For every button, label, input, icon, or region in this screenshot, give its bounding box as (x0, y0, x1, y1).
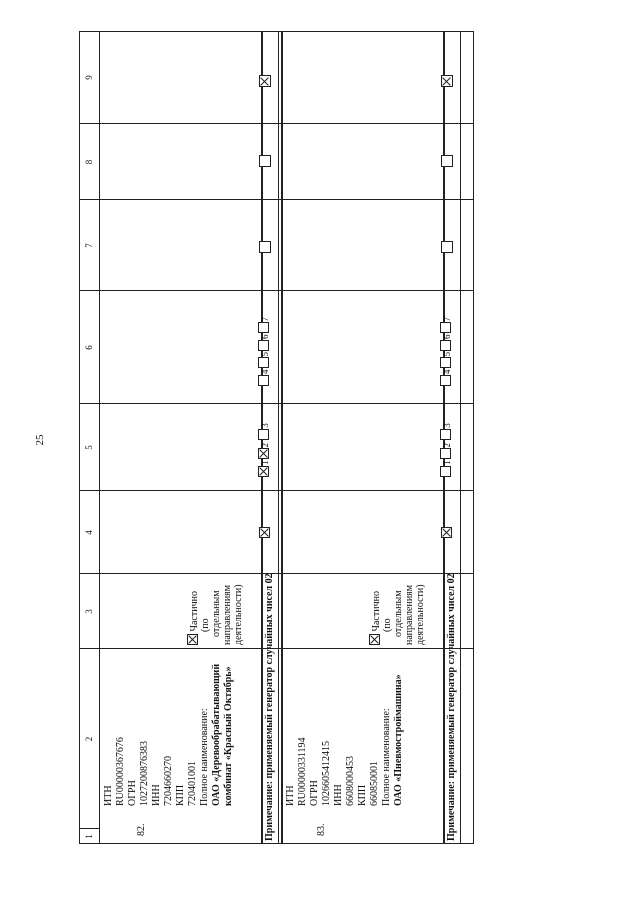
checkbox-icon[interactable] (258, 429, 269, 440)
column-divider (79, 199, 474, 200)
checkbox-label: 2 (442, 443, 452, 448)
row-number: 82. (136, 823, 147, 836)
checkbox-group (258, 316, 271, 386)
checkbox-icon[interactable] (258, 449, 269, 460)
column-number: 6 (84, 345, 94, 350)
checkbox-icon[interactable] (258, 323, 269, 334)
checkbox-icon[interactable] (259, 75, 271, 87)
checkbox-icon[interactable] (440, 466, 451, 477)
checkbox-label: 7 (260, 317, 270, 322)
checkbox-icon[interactable] (440, 323, 451, 334)
header-rule (99, 31, 100, 844)
checkbox-label: 7 (442, 317, 452, 322)
checkbox-group (258, 422, 271, 477)
partial-note: деятельности) (233, 584, 244, 645)
column-number: 8 (84, 159, 94, 165)
partial-note: (по (200, 618, 211, 632)
detail-line: ОГРН (309, 780, 320, 806)
note-line (445, 573, 459, 841)
checkbox-icon[interactable] (187, 634, 198, 645)
column-number: 3 (84, 609, 94, 614)
partial-note: направлениям (404, 584, 415, 645)
checkbox-icon[interactable] (441, 155, 453, 167)
checkbox-icon[interactable] (258, 358, 269, 369)
detail-line: КПП (175, 784, 186, 806)
checkbox-icon[interactable] (441, 527, 452, 538)
partial-label: Частично (189, 591, 200, 632)
detail-line: ИТН (285, 785, 296, 806)
detail-line: 1027200876383 (139, 741, 150, 806)
partial-note: (по (382, 618, 393, 632)
row-rule (278, 31, 279, 844)
checkbox-icon[interactable] (440, 375, 451, 386)
column-divider (79, 490, 474, 491)
checkbox-group (440, 316, 453, 386)
detail-line: Полное наименование: (381, 708, 392, 806)
checkbox-label: 6 (260, 334, 270, 339)
checkbox-label: 2 (260, 443, 270, 448)
column-number: 5 (84, 445, 94, 450)
column-divider (79, 123, 474, 124)
partial-note: отдельным (211, 590, 222, 637)
detail-line: ОГРН (127, 780, 138, 806)
detail-line: КПП (357, 784, 368, 806)
checkbox-icon[interactable] (440, 358, 451, 369)
checkbox-icon[interactable] (440, 449, 451, 460)
checkbox-icon[interactable] (258, 340, 269, 351)
detail-line: RU00000331194 (297, 737, 308, 806)
checkbox-label: 6 (442, 334, 452, 339)
checkbox-label: 5 (260, 352, 270, 357)
column-number: 1 (84, 834, 94, 839)
row-rule (281, 31, 283, 844)
row-rule (460, 31, 461, 844)
checkbox-icon[interactable] (369, 634, 380, 645)
partial-cell (187, 575, 244, 645)
note-text: Примечание: применяемый генератор случайных чисел 02 (446, 573, 457, 841)
note-text: Примечание: применяемый генератор случайных чисел 02 (264, 573, 275, 841)
checkbox-icon[interactable] (259, 155, 271, 167)
partial-note: направлениям (222, 584, 233, 645)
row-details (103, 664, 235, 806)
checkbox-label: 1 (442, 460, 452, 465)
checkbox-icon[interactable] (440, 429, 451, 440)
detail-line: Полное наименование: (199, 708, 210, 806)
partial-label: Частично (371, 591, 382, 632)
checkbox-icon[interactable] (259, 241, 271, 253)
checkbox-label: 3 (442, 423, 452, 428)
checkbox-label: 5 (442, 352, 452, 357)
detail-line: RU00000367676 (115, 737, 126, 806)
partial-note: деятельности) (415, 584, 426, 645)
detail-line: 6608000453 (345, 756, 356, 806)
detail-line: ИНН (333, 784, 344, 806)
checkbox-icon[interactable] (258, 375, 269, 386)
checkbox-icon[interactable] (441, 241, 453, 253)
column-number: 9 (84, 75, 94, 80)
checkbox-icon[interactable] (259, 527, 270, 538)
column-number: 4 (84, 530, 94, 535)
detail-line: 1026605412415 (321, 741, 332, 806)
checkbox-icon[interactable] (441, 75, 453, 87)
checkbox-icon[interactable] (440, 340, 451, 351)
checkbox-label: 3 (260, 423, 270, 428)
note-line (263, 573, 277, 841)
page-number: 25 (34, 434, 46, 446)
partial-note: отдельным (393, 590, 404, 637)
column-divider (79, 403, 474, 404)
column-divider (79, 290, 474, 291)
column-number: 7 (84, 243, 94, 248)
column-number: 2 (84, 736, 94, 742)
registry-table (79, 31, 474, 844)
detail-line: 7204660270 (163, 756, 174, 806)
checkbox-icon[interactable] (258, 466, 269, 477)
detail-line: 720401001 (187, 761, 198, 806)
company-name: ОАО «Пневмостроймашина» (393, 674, 404, 806)
checkbox-label: 4 (442, 369, 452, 374)
detail-line: ИТН (103, 785, 114, 806)
detail-line: 660850001 (369, 761, 380, 806)
checkbox-label: 1 (260, 460, 270, 465)
partial-cell (369, 575, 426, 645)
company-name: комбинат «Красный Октябрь» (223, 666, 234, 806)
checkbox-group (440, 422, 453, 477)
detail-line: ИНН (151, 784, 162, 806)
row-number: 83. (316, 823, 327, 836)
company-name: ОАО «Деревообрабатывающий (211, 663, 222, 806)
row-details (285, 674, 405, 806)
checkbox-label: 4 (260, 369, 270, 374)
